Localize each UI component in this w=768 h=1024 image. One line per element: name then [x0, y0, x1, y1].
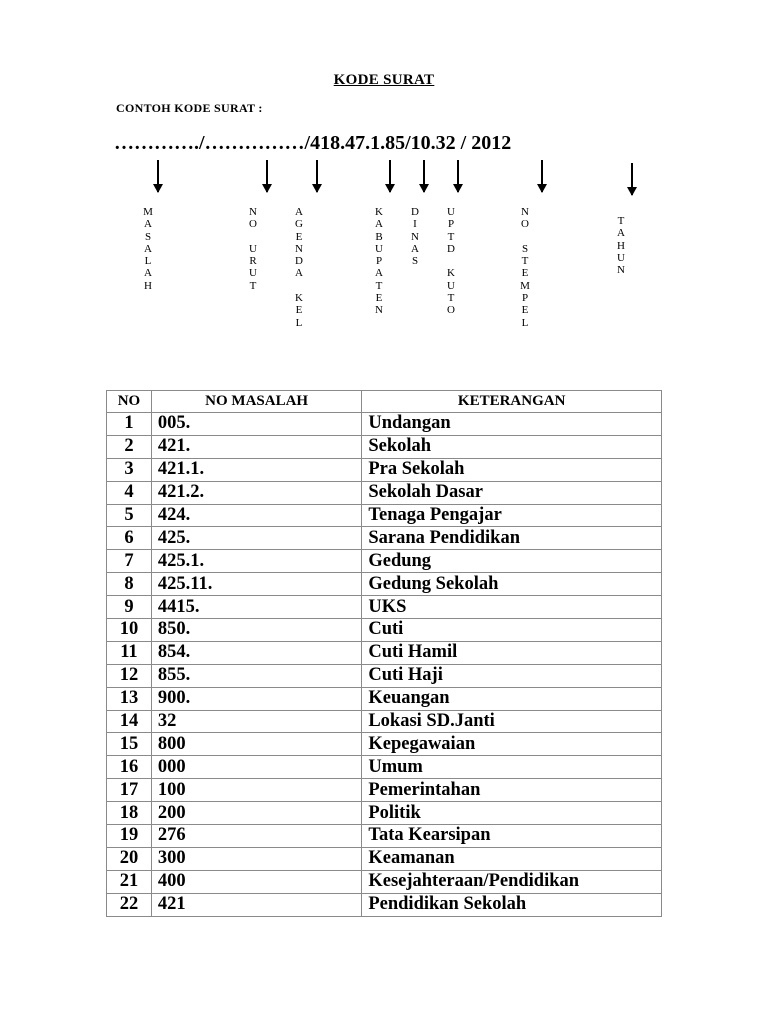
header-no: NO [107, 391, 152, 413]
cell-no-masalah: 900. [151, 687, 361, 710]
cell-no: 1 [107, 413, 152, 436]
label-agenda-kel: A G E N D A K E L [295, 206, 303, 329]
cell-keterangan: UKS [362, 596, 662, 619]
cell-keterangan: Pra Sekolah [362, 458, 662, 481]
table-row [107, 641, 662, 664]
table-row [107, 825, 662, 848]
cell-no-masalah: 000 [151, 756, 361, 779]
cell-no: 6 [107, 527, 152, 550]
cell-no-masalah: 4415. [151, 596, 361, 619]
cell-no: 11 [107, 641, 152, 664]
cell-no: 14 [107, 710, 152, 733]
cell-no-masalah: 425.11. [151, 573, 361, 596]
table-row [107, 687, 662, 710]
cell-no: 3 [107, 458, 152, 481]
cell-no-masalah: 425.1. [151, 550, 361, 573]
cell-no: 8 [107, 573, 152, 596]
arrow-no-stempel [541, 160, 543, 192]
label-masalah: M A S A L A H [143, 206, 153, 292]
cell-keterangan: Keamanan [362, 847, 662, 870]
cell-no-masalah: 800 [151, 733, 361, 756]
header-keterangan: KETERANGAN [362, 391, 662, 413]
arrow-agenda-kel [316, 160, 318, 192]
arrow-upd-kuto [457, 160, 459, 192]
table-row [107, 527, 662, 550]
cell-keterangan: Sekolah [362, 435, 662, 458]
table-row [107, 779, 662, 802]
cell-keterangan: Cuti Hamil [362, 641, 662, 664]
cell-keterangan: Pendidikan Sekolah [362, 893, 662, 916]
header-no-masalah: NO MASALAH [151, 391, 361, 413]
cell-keterangan: Tata Kearsipan [362, 825, 662, 848]
cell-no-masalah: 421. [151, 435, 361, 458]
cell-keterangan: Cuti [362, 619, 662, 642]
label-no-stempel: N O S T E M P E L [520, 206, 530, 329]
cell-keterangan: Undangan [362, 413, 662, 436]
arrow-kabupaten [389, 160, 391, 192]
arrow-no-urut [266, 160, 268, 192]
cell-keterangan: Keuangan [362, 687, 662, 710]
cell-no: 7 [107, 550, 152, 573]
cell-no-masalah: 424. [151, 504, 361, 527]
cell-keterangan: Umum [362, 756, 662, 779]
cell-no-masalah: 200 [151, 802, 361, 825]
cell-no-masalah: 400 [151, 870, 361, 893]
code-format: …………./……………/418.47.1.85/10.32 / 2012 [114, 132, 512, 154]
cell-no: 21 [107, 870, 152, 893]
table-row [107, 458, 662, 481]
arrow-tahun [631, 163, 633, 195]
cell-keterangan: Kepegawaian [362, 733, 662, 756]
table-row [107, 413, 662, 436]
cell-no-masalah: 300 [151, 847, 361, 870]
table-row [107, 756, 662, 779]
cell-no-masalah: 421.1. [151, 458, 361, 481]
cell-no-masalah: 32 [151, 710, 361, 733]
table-row [107, 710, 662, 733]
document-title: KODE SURAT [333, 72, 435, 88]
cell-no: 20 [107, 847, 152, 870]
cell-no-masalah: 100 [151, 779, 361, 802]
cell-keterangan: Tenaga Pengajar [362, 504, 662, 527]
table-row [107, 733, 662, 756]
cell-no: 4 [107, 481, 152, 504]
cell-no-masalah: 850. [151, 619, 361, 642]
arrow-masalah [157, 160, 159, 192]
table-header-row [107, 391, 662, 413]
arrow-dinas [423, 160, 425, 192]
table-row [107, 870, 662, 893]
cell-keterangan: Sekolah Dasar [362, 481, 662, 504]
table-row [107, 802, 662, 825]
cell-no-masalah: 855. [151, 664, 361, 687]
cell-no: 9 [107, 596, 152, 619]
table-row [107, 664, 662, 687]
cell-keterangan: Politik [362, 802, 662, 825]
table-row [107, 619, 662, 642]
cell-keterangan: Kesejahteraan/Pendidikan [362, 870, 662, 893]
table-row [107, 573, 662, 596]
cell-keterangan: Lokasi SD.Janti [362, 710, 662, 733]
example-heading: CONTOH KODE SURAT : [116, 101, 263, 115]
label-upd-kuto: U P T D K U T O [447, 206, 455, 317]
label-kabupaten: K A B U P A T E N [375, 206, 383, 317]
cell-no: 18 [107, 802, 152, 825]
cell-no: 16 [107, 756, 152, 779]
table-row [107, 435, 662, 458]
cell-no: 17 [107, 779, 152, 802]
cell-no-masalah: 276 [151, 825, 361, 848]
cell-no: 2 [107, 435, 152, 458]
cell-no: 10 [107, 619, 152, 642]
cell-no: 15 [107, 733, 152, 756]
label-dinas: D I N A S [411, 206, 419, 268]
cell-no: 12 [107, 664, 152, 687]
table-row [107, 550, 662, 573]
table-body [107, 413, 662, 917]
table-row [107, 481, 662, 504]
table-row [107, 596, 662, 619]
cell-no-masalah: 854. [151, 641, 361, 664]
cell-keterangan: Sarana Pendidikan [362, 527, 662, 550]
cell-no-masalah: 425. [151, 527, 361, 550]
code-table [106, 390, 662, 917]
label-tahun: T A H U N [617, 215, 625, 277]
cell-keterangan: Pemerintahan [362, 779, 662, 802]
cell-no: 22 [107, 893, 152, 916]
cell-keterangan: Gedung [362, 550, 662, 573]
cell-no: 5 [107, 504, 152, 527]
cell-keterangan: Cuti Haji [362, 664, 662, 687]
cell-no-masalah: 005. [151, 413, 361, 436]
cell-no: 19 [107, 825, 152, 848]
table-row [107, 847, 662, 870]
cell-no-masalah: 421 [151, 893, 361, 916]
cell-no-masalah: 421.2. [151, 481, 361, 504]
table-row [107, 504, 662, 527]
cell-no: 13 [107, 687, 152, 710]
label-no-urut: N O U R U T [249, 206, 257, 292]
table-row [107, 893, 662, 916]
cell-keterangan: Gedung Sekolah [362, 573, 662, 596]
